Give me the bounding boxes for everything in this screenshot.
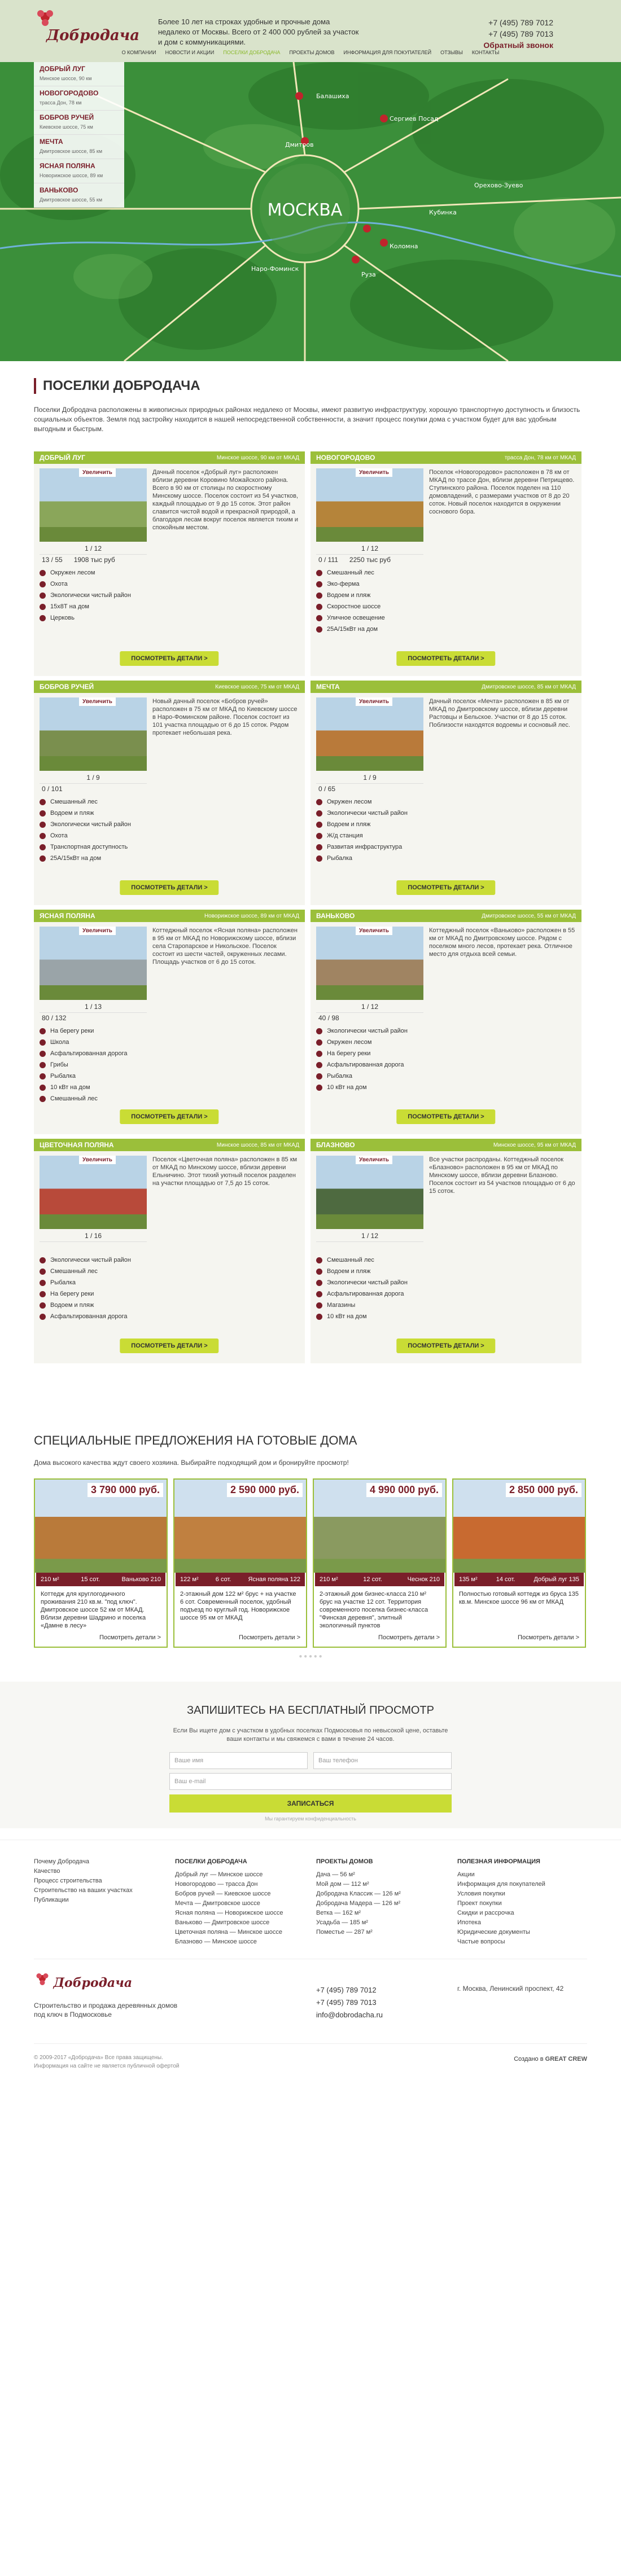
feature-item: Асфальтированная дорога xyxy=(40,1048,288,1059)
card-description: Дачный поселок «Мечта» расположен в 85 км от МКАД по Дмитровскому шоссе, вблизи деревни Растовцы и Бельское. Участки от 8 до 15 соток. Поблизости находятся водоемы и сосновый лес. xyxy=(429,698,570,729)
offer-price: 2 850 000 руб. xyxy=(506,1483,581,1497)
feature-item: Смешанный лес xyxy=(316,1254,565,1266)
details-button[interactable]: ПОСМОТРЕТЬ ДЕТАЛИ > xyxy=(396,651,495,666)
callback-link[interactable]: Обратный звонок xyxy=(483,41,553,50)
feature-list xyxy=(316,796,565,864)
feature-list xyxy=(40,1025,288,1104)
offer-details-link[interactable]: Посмотреть детали > xyxy=(239,1634,300,1641)
offer-area: 210 м² xyxy=(41,1576,59,1583)
footer-link[interactable]: Ветка — 162 м² xyxy=(316,1910,361,1916)
email-link[interactable]: info@dobrodacha.ru xyxy=(316,2011,383,2019)
section-intro: Поселки Добродача расположены в живописных природных районах недалеко от Москвы, имеют развитую инфраструктуру, хорошую транспортную доступность и близость социальных объектов. Земля под застройку находится в нашей непосредственной собственности, а значит процесс покупки дома с участком будет для вас удобным выгодным и быстрым. xyxy=(34,406,580,433)
card-description: Коттеджный поселок «Ваньково» расположен в 55 км от МКАД по Дмитровскому шоссе. Рядом с поселком много лесов, протекает река. Отличное место для отдыха всей семьи. xyxy=(429,927,575,958)
footer-link[interactable]: Бобров ручей — Киевское шоссе xyxy=(175,1890,271,1897)
card-header[interactable] xyxy=(310,451,581,464)
details-button[interactable]: ПОСМОТРЕТЬ ДЕТАЛИ > xyxy=(396,880,495,895)
offer-text: 2-этажный дом бизнес-класса 210 м² брус на участке 12 сот. Территория современного поселка бизнес-класса "Финская деревня", элитный экологичный пунктов xyxy=(320,1591,428,1629)
feature-item: Асфальтированная дорога xyxy=(40,1311,288,1322)
village-card xyxy=(310,451,581,676)
name-input[interactable]: Ваше имя xyxy=(169,1752,308,1769)
card-road: Минское шоссе, 90 км от МКАД xyxy=(216,454,299,461)
card-stats xyxy=(40,1012,147,1023)
tagline: Более 10 лет на строках удобные и прочные дома недалеко от Москвы. Всего от 2 400 000 рублей за участок и дом с коммуникациями. xyxy=(158,17,359,46)
zoom-button[interactable]: Увеличить xyxy=(79,697,116,706)
card-road: Минское шоссе, 95 км от МКАД xyxy=(493,1142,576,1148)
card-road: Новорижское шоссе, 89 км от МКАД xyxy=(204,912,299,919)
card-title: ЯСНАЯ ПОЛЯНА xyxy=(40,912,95,920)
details-button[interactable]: ПОСМОТРЕТЬ ДЕТАЛИ > xyxy=(396,1339,495,1353)
offer-badge xyxy=(176,1573,305,1586)
footer-link[interactable]: Юридические документы xyxy=(457,1929,530,1936)
main-nav xyxy=(0,45,621,60)
submit-button[interactable]: ЗАПИСАТЬСЯ xyxy=(169,1794,452,1813)
card-title: МЕЧТА xyxy=(316,683,340,691)
feature-item: Экологически чистый район xyxy=(316,1277,565,1288)
feature-item: 25А/15кВт на дом xyxy=(40,853,288,864)
form-title: ЗАПИШИТЕСЬ НА БЕСПЛАТНЫЙ ПРОСМОТР xyxy=(187,1704,434,1717)
footer-link[interactable]: Ваньково — Дмитровское шоссе xyxy=(175,1919,270,1926)
village-link[interactable]: ВАНЬКОВО Дмитровское шоссе, 55 км xyxy=(34,183,124,208)
feature-item: Эко-ферма xyxy=(316,578,565,590)
card-header[interactable] xyxy=(34,1139,305,1151)
offer-badge xyxy=(315,1573,444,1586)
card-stats xyxy=(40,554,147,565)
zoom-button[interactable]: Увеличить xyxy=(79,927,116,935)
logo[interactable] xyxy=(34,6,140,45)
form-text: Если Вы ищете дом с участком в удобных поселках Подмосковья по невысокой цене, оставьте ваши контакты и мы свяжемся с вами в течение 24 часов. xyxy=(173,1727,448,1743)
feature-item: Окружен лесом xyxy=(316,1037,565,1048)
feature-item: Смешанный лес xyxy=(40,1093,288,1104)
offer-village: Ясная поляна 122 xyxy=(248,1576,300,1583)
email-input[interactable]: Ваш e-mail xyxy=(169,1773,452,1790)
photo-counter: 1 / 12 xyxy=(361,1003,379,1011)
card-photo[interactable] xyxy=(316,697,423,771)
footer-contacts xyxy=(316,1984,383,2021)
card-title: БЛАЗНОВО xyxy=(316,1141,355,1149)
feature-item: Смешанный лес xyxy=(316,567,565,578)
footer-link[interactable]: Новогородово — трасса Дон xyxy=(175,1881,258,1888)
details-button[interactable]: ПОСМОТРЕТЬ ДЕТАЛИ > xyxy=(120,880,218,895)
feature-item: Скоростное шоссе xyxy=(316,601,565,612)
footer-link[interactable]: Ипотека xyxy=(457,1919,481,1926)
offer-card[interactable] xyxy=(34,1478,168,1648)
feature-item: 25А/15кВт на дом xyxy=(316,624,565,635)
feature-item: Магазины xyxy=(316,1300,565,1311)
feature-item: Асфальтированная дорога xyxy=(316,1288,565,1300)
feature-list xyxy=(316,1254,565,1322)
footer-link[interactable]: Проект покупки xyxy=(457,1900,502,1907)
card-description: Дачный поселок «Добрый луг» расположен вблизи деревни Коровино Можайского района. Всего в 90 км от столицы по скоростному Минскому шоссе. Поселок состоит из 54 участков, каждый площадью от 9 до 15 соток. Этот район славится чистой водой и прекрасной природой, а благодаря лесам вокруг поселок является тихим и спокойным местом. xyxy=(152,469,299,531)
feature-item: Рыбалка xyxy=(40,1277,288,1288)
map-place: Руза xyxy=(361,271,376,278)
feature-item: Школа xyxy=(40,1037,288,1048)
phone[interactable]: +7 (495) 789 7013 xyxy=(488,29,553,38)
created-by[interactable]: Создано в GREAT CREW xyxy=(514,2056,587,2062)
details-button[interactable]: ПОСМОТРЕТЬ ДЕТАЛИ > xyxy=(120,1339,218,1353)
village-link[interactable]: БОБРОВ РУЧЕЙ Киевское шоссе, 75 км xyxy=(34,111,124,135)
card-header[interactable] xyxy=(34,681,305,693)
booking-form xyxy=(0,1682,621,1828)
card-header[interactable] xyxy=(310,1139,581,1151)
feature-list xyxy=(316,567,565,635)
offer-details-link[interactable]: Посмотреть детали > xyxy=(378,1634,440,1641)
zoom-button[interactable]: Увеличить xyxy=(356,927,392,935)
feature-item: На берегу реки xyxy=(316,1048,565,1059)
nav-item-active[interactable]: ПОСЕЛКИ ДОБРОДАЧА xyxy=(223,50,281,55)
offers-header xyxy=(34,1433,587,1468)
map-place: Балашиха xyxy=(316,93,349,100)
footer-col-info xyxy=(457,1857,581,1947)
footer-link[interactable]: Информация для покупателей xyxy=(457,1881,545,1888)
zoom-button[interactable]: Увеличить xyxy=(356,468,392,477)
footer-link[interactable]: Акции xyxy=(457,1871,475,1878)
offers-title: СПЕЦИАЛЬНЫЕ ПРЕДЛОЖЕНИЯ НА ГОТОВЫЕ ДОМА xyxy=(34,1433,357,1447)
feature-item: Экологически чистый район xyxy=(40,819,288,830)
offer-card[interactable] xyxy=(313,1478,447,1648)
map-place: Дмитров xyxy=(285,141,314,148)
nav-item[interactable]: КОНТАКТЫ xyxy=(471,50,500,55)
offer-details-link[interactable]: Посмотреть детали > xyxy=(99,1634,161,1641)
feature-item: Смешанный лес xyxy=(40,796,288,808)
offer-village: Добрый луг 135 xyxy=(533,1576,579,1583)
footer-link[interactable]: Мой дом — 112 м² xyxy=(316,1881,369,1888)
card-description: Поселок «Новогородово» расположен в 78 км от МКАД по трассе Дон, вблизи деревни Петрищево. Ступинского района. Поселок поделен на 110 домовладений, с размерами участков от 8 до 20 соток. Новый поселок находится в окружении соснового бора. xyxy=(429,469,575,515)
offer-details-link[interactable]: Посмотреть детали > xyxy=(518,1634,579,1641)
card-photo[interactable] xyxy=(40,697,147,771)
form-note: Мы гарантируем конфиденциальность xyxy=(265,1816,356,1822)
footer-link[interactable]: Добрый луг — Минское шоссе xyxy=(175,1871,263,1878)
photo-counter: 1 / 12 xyxy=(361,1232,379,1240)
offer-price: 2 590 000 руб. xyxy=(227,1483,303,1497)
feature-list xyxy=(40,796,288,864)
feature-item: Рыбалка xyxy=(316,1070,565,1082)
card-road: Дмитровское шоссе, 85 км от МКАД xyxy=(482,683,576,690)
feature-item: Водоем и пляж xyxy=(40,808,288,819)
footer-link[interactable]: Качество xyxy=(34,1868,60,1875)
feature-item: 10 кВт на дом xyxy=(316,1311,565,1322)
feature-item: Экологически чистый район xyxy=(316,808,565,819)
offer-village: Ваньково 210 xyxy=(121,1576,161,1583)
village-list xyxy=(34,62,124,208)
offer-plot: 6 сот. xyxy=(215,1576,231,1583)
village-link[interactable]: МЕЧТА Дмитровское шоссе, 85 км xyxy=(34,135,124,159)
phone[interactable]: +7 (495) 789 7012 xyxy=(488,18,553,27)
village-card xyxy=(34,1139,305,1363)
zoom-button[interactable]: Увеличить xyxy=(356,697,392,706)
feature-item: 10 кВт на дом xyxy=(40,1082,288,1093)
map-place: Коломна xyxy=(390,243,418,250)
feature-list xyxy=(40,1254,288,1322)
zoom-button[interactable]: Увеличить xyxy=(356,1156,392,1164)
feature-item: Водоем и пляж xyxy=(316,590,565,601)
card-title: ВАНЬКОВО xyxy=(316,912,355,920)
card-header[interactable] xyxy=(310,681,581,693)
plots-count: 13 / 55 xyxy=(42,556,63,564)
card-stats xyxy=(316,1012,423,1023)
map-place: Наро-Фоминск xyxy=(251,265,299,273)
details-button[interactable]: ПОСМОТРЕТЬ ДЕТАЛИ > xyxy=(120,651,218,666)
footer-link[interactable]: Условия покупки xyxy=(457,1890,505,1897)
details-button[interactable]: ПОСМОТРЕТЬ ДЕТАЛИ > xyxy=(396,1109,495,1124)
carousel-dots[interactable]: ● ● ● ● ● xyxy=(299,1653,322,1660)
footer-col-about xyxy=(34,1857,147,1905)
feature-list xyxy=(40,567,288,624)
feature-item: Водоем и пляж xyxy=(40,1300,288,1311)
feature-item: Смешанный лес xyxy=(40,1266,288,1277)
footer-col-title: ПОЛЕЗНАЯ ИНФОРМАЦИЯ xyxy=(457,1858,540,1865)
nav-item[interactable]: О КОМПАНИИ xyxy=(121,50,156,55)
village-link[interactable]: НОВОГОРОДОВО трасса Дон, 78 км xyxy=(34,86,124,111)
footer-col-title: ПРОЕКТЫ ДОМОВ xyxy=(316,1858,373,1865)
footer-col-villages xyxy=(175,1857,288,1947)
footer-link[interactable]: Мечта — Дмитровское шоссе xyxy=(175,1900,260,1907)
photo-counter: 1 / 9 xyxy=(86,774,100,782)
village-card xyxy=(310,910,581,1134)
photo-counter: 1 / 9 xyxy=(363,774,377,782)
feature-item: Рыбалка xyxy=(40,1070,288,1082)
feature-item: Грибы xyxy=(40,1059,288,1070)
offer-village: Чеснок 210 xyxy=(407,1576,440,1583)
feature-item: Окружен лесом xyxy=(40,567,288,578)
offer-area: 135 м² xyxy=(459,1576,478,1583)
footer-link[interactable]: Ясная поляна — Новорижское шоссе xyxy=(175,1910,283,1916)
card-title: БОБРОВ РУЧЕЙ xyxy=(40,683,94,691)
offer-card[interactable] xyxy=(173,1478,307,1648)
header-bar xyxy=(0,0,621,62)
card-road: Киевское шоссе, 75 км от МКАД xyxy=(215,683,299,690)
feature-item: Окружен лесом xyxy=(316,796,565,808)
village-cards xyxy=(34,451,587,1368)
offer-text: Полностью готовый коттедж из бруса 135 кв.м. Минское шоссе 96 км от МКАД xyxy=(459,1591,579,1605)
village-link[interactable]: ДОБРЫЙ ЛУГ Минское шоссе, 90 км xyxy=(34,62,124,86)
feature-list xyxy=(316,1025,565,1093)
card-header[interactable] xyxy=(34,910,305,922)
phone[interactable]: +7 (495) 789 7012 xyxy=(316,1986,377,1994)
card-description: Коттеджный поселок «Ясная поляна» расположен в 95 км от МКАД по Новорижскому шоссе, вблизи села Старопарское и Никольское. Поселок состоит из шести частей, окруженных лесами. Площадь участков от 6 до 15 соток. xyxy=(152,927,298,966)
price: 2250 тыс руб xyxy=(349,556,391,564)
feature-item: Экологически чистый район xyxy=(40,590,288,601)
feature-item: Уличное освещение xyxy=(316,612,565,624)
card-stats xyxy=(40,783,147,794)
footer-logo-text: Добродача xyxy=(53,1976,133,1990)
feature-item: Экологически чистый район xyxy=(40,1254,288,1266)
disclaimer: Информация на сайте не является публичной офертой xyxy=(34,2063,180,2069)
logo-text: Добродача xyxy=(46,27,140,44)
footer-link[interactable]: Добродача Мадера — 126 м² xyxy=(316,1900,401,1907)
card-photo[interactable] xyxy=(316,468,423,542)
offer-card[interactable] xyxy=(452,1478,586,1648)
footer-link[interactable]: Процесс строительства xyxy=(34,1877,102,1884)
phone[interactable]: +7 (495) 789 7013 xyxy=(316,1998,377,2007)
footer-link[interactable]: Частые вопросы xyxy=(457,1938,505,1945)
map-place: Кубинка xyxy=(429,209,457,216)
nav-item[interactable]: ПРОЕКТЫ ДОМОВ xyxy=(289,50,335,55)
card-stats xyxy=(316,783,423,794)
footer xyxy=(0,1840,621,2576)
feature-item: Рыбалка xyxy=(316,853,565,864)
feature-item: Охота xyxy=(40,830,288,841)
offer-plot: 15 сот. xyxy=(81,1576,100,1583)
card-description: Новый дачный поселок «Бобров ручей» расположен в 75 км от МКАД по Киевскому шоссе в Наро-Фоминском районе. Поселок состоит из 101 участка площадью от 6 до 15 соток. Рядом протекает небольшая река. xyxy=(152,698,298,736)
footer-col-projects xyxy=(316,1857,429,1937)
details-button[interactable]: ПОСМОТРЕТЬ ДЕТАЛИ > xyxy=(120,1109,218,1124)
footer-logo[interactable] xyxy=(34,1970,147,1990)
section-title: ПОСЕЛКИ ДОБРОДАЧА xyxy=(34,378,587,394)
plots-count: 0 / 101 xyxy=(42,785,63,793)
footer-link[interactable]: Дача — 56 м² xyxy=(316,1871,355,1878)
flower-logo-icon xyxy=(34,1970,51,1987)
card-photo[interactable] xyxy=(316,927,423,1000)
map-place: Орехово-Зуево xyxy=(474,182,523,189)
card-photo[interactable] xyxy=(40,468,147,542)
card-road: Дмитровское шоссе, 55 км от МКАД xyxy=(482,912,576,919)
footer-link[interactable]: Почему Добродача xyxy=(34,1858,90,1865)
zoom-button[interactable]: Увеличить xyxy=(79,1156,116,1164)
feature-item: Церковь xyxy=(40,612,288,624)
photo-counter: 1 / 12 xyxy=(361,545,379,552)
footer-link[interactable]: Блазново — Минское шоссе xyxy=(175,1938,257,1945)
footer-col-title: ПОСЕЛКИ ДОБРОДАЧА xyxy=(175,1858,247,1865)
feature-item: Развитая инфраструктура xyxy=(316,841,565,853)
feature-item: Транспортная доступность xyxy=(40,841,288,853)
phone-input[interactable]: Ваш телефон xyxy=(313,1752,452,1769)
feature-item: Водоем и пляж xyxy=(316,1266,565,1277)
footer-link[interactable]: Цветочная поляна — Минское шоссе xyxy=(175,1929,283,1936)
offer-plot: 14 сот. xyxy=(496,1576,515,1583)
offers-list xyxy=(34,1478,587,1648)
card-photo[interactable] xyxy=(40,927,147,1000)
footer-link[interactable]: Публикации xyxy=(34,1897,69,1903)
footer-link[interactable]: Добродача Классик — 126 м² xyxy=(316,1890,401,1897)
plots-count: 0 / 65 xyxy=(318,785,336,793)
card-title: ДОБРЫЙ ЛУГ xyxy=(40,454,85,462)
card-road: Минское шоссе, 85 км от МКАД xyxy=(216,1142,299,1148)
offer-badge xyxy=(36,1573,165,1586)
feature-item: На берегу реки xyxy=(40,1025,288,1037)
feature-item: 15x8Т на дом xyxy=(40,601,288,612)
card-stats xyxy=(40,1241,147,1244)
card-description: Все участки распроданы. Коттеджный поселок «Блазново» расположен в 95 км от МКАД по Минскому шоссе, вблизи деревни Блазново. Поселок состоит из 54 участков площадью от 6 до 15 соток. xyxy=(429,1156,575,1195)
offer-area: 210 м² xyxy=(320,1576,338,1583)
plots-count: 40 / 98 xyxy=(318,1014,339,1022)
footer-link[interactable]: Усадьба — 185 м² xyxy=(316,1919,368,1926)
village-link[interactable]: ЯСНАЯ ПОЛЯНА Новорижское шоссе, 89 км xyxy=(34,159,124,183)
feature-item: 10 кВт на дом xyxy=(316,1082,565,1093)
village-card xyxy=(34,910,305,1134)
card-photo[interactable] xyxy=(316,1156,423,1229)
offer-area: 122 м² xyxy=(180,1576,199,1583)
card-stats xyxy=(316,554,423,565)
flower-logo-icon xyxy=(34,6,56,28)
card-stats xyxy=(316,1241,423,1244)
footer-link[interactable]: Строительство на ваших участках xyxy=(34,1887,133,1894)
footer-link[interactable]: Скидки и рассрочка xyxy=(457,1910,514,1916)
card-title: ЦВЕТОЧНАЯ ПОЛЯНА xyxy=(40,1141,114,1149)
footer-address: г. Москва, Ленинский проспект, 42 xyxy=(457,1985,564,1993)
feature-item: На берегу реки xyxy=(40,1288,288,1300)
card-photo[interactable] xyxy=(40,1156,147,1229)
nav-item[interactable]: ИНФОРМАЦИЯ ДЛЯ ПОКУПАТЕЛЕЙ xyxy=(343,50,432,55)
village-card xyxy=(34,681,305,905)
feature-item: Охота xyxy=(40,578,288,590)
card-header[interactable] xyxy=(34,451,305,464)
map-place: Сергиев Посад xyxy=(390,115,439,122)
plots-count: 0 / 111 xyxy=(318,556,338,564)
feature-item: Ж/д станция xyxy=(316,830,565,841)
offer-price: 4 990 000 руб. xyxy=(366,1483,442,1497)
card-description: Поселок «Цветочная поляна» расположен в 85 км от МКАД по Минскому шоссе, вблизи деревни Ельничино. Этот тихий уютный поселок разделен на участки площадью от 7,5 до 15 соток. xyxy=(152,1156,298,1187)
card-road: трасса Дон, 78 км от МКАД xyxy=(504,454,576,461)
copyright: © 2009-2017 «Добродача» Все права защищены. xyxy=(34,2055,163,2061)
feature-item: Водоем и пляж xyxy=(316,819,565,830)
nav-item[interactable]: ОТЗЫВЫ xyxy=(440,50,463,55)
zoom-button[interactable]: Увеличить xyxy=(79,468,116,477)
card-title: НОВОГОРОДОВО xyxy=(316,454,375,462)
photo-counter: 1 / 16 xyxy=(84,1232,102,1240)
feature-item: Асфальтированная дорога xyxy=(316,1059,565,1070)
offer-plot: 12 сот. xyxy=(363,1576,382,1583)
nav-item[interactable]: НОВОСТИ И АКЦИИ xyxy=(165,50,215,55)
village-card xyxy=(310,1139,581,1363)
offer-price: 3 790 000 руб. xyxy=(88,1483,163,1497)
village-card xyxy=(310,681,581,905)
offer-text: Коттедж для круглогодичного проживания 210 кв.м. "под ключ". Дмитровское шоссе 52 км от МКАД. Вблизи деревни Шадрино и поселка «Дамне в лесу» xyxy=(41,1591,146,1629)
offer-text: 2-этажный дом 122 м² брус + на участке 6 сот. Современный поселок, удобный подъезд по круглый год. Новорижское шоссе 95 км от МКАД xyxy=(180,1591,296,1621)
footer-link[interactable]: Поместье — 287 м² xyxy=(316,1929,373,1936)
offer-badge xyxy=(454,1573,584,1586)
card-header[interactable] xyxy=(310,910,581,922)
plots-count: 80 / 132 xyxy=(42,1014,67,1022)
price: 1908 тыс руб xyxy=(73,556,115,564)
villages-section xyxy=(34,378,587,434)
map-city-label: МОСКВА xyxy=(267,200,343,220)
feature-item: Экологически чистый район xyxy=(316,1025,565,1037)
village-card xyxy=(34,451,305,676)
footer-slogan: Строительство и продажа деревянных домов под ключ в Подмосковье xyxy=(34,2002,178,2018)
offers-subtitle: Дома высокого качества ждут своего хозяина. Выбирайте подходящий дом и бронируйте просмотр! xyxy=(34,1459,349,1467)
photo-counter: 1 / 12 xyxy=(84,545,102,552)
photo-counter: 1 / 13 xyxy=(84,1003,102,1011)
hero-map xyxy=(0,0,621,361)
